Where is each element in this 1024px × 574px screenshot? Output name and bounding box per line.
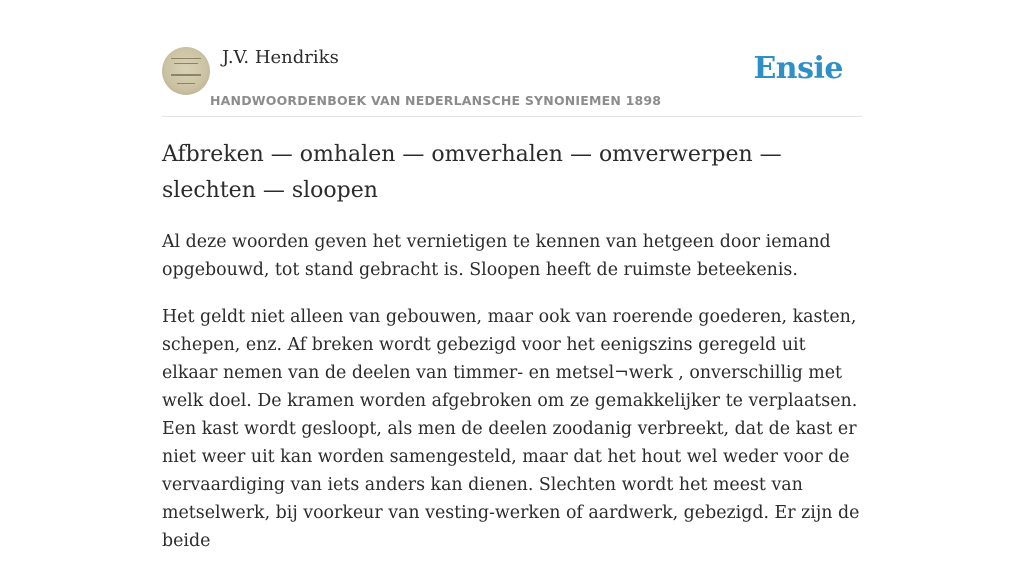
article-body: [162, 228, 864, 574]
paragraph: Al deze woorden geven het vernietigen te kennen van hetgeen door iemand opgebouwd, tot stand gebracht is. Sloopen heeft de ruimste beteekenis.: [162, 232, 831, 280]
author-avatar[interactable]: [162, 47, 210, 95]
author-name[interactable]: J.V. Hendriks: [222, 47, 339, 68]
brand-logo[interactable]: Ensie: [753, 51, 843, 86]
header: [162, 46, 862, 117]
article-title: Afbreken — omhalen — omverhalen — omverwerpen — slechten — sloopen: [162, 142, 782, 203]
paragraph: Het geldt niet alleen van gebouwen, maar ook van roerende goederen, kasten, schepen, enz. Af breken wordt gebezigd voor het eenigszins geregeld uit elkaar nemen van de deelen van timmer- en metsel¬werk , onverschillig met welk doel. De kramen worden afgebroken om ze gemakkelijker te verplaatsen. Een kast wordt gesloopt, als men de deelen zoodanig verbreekt, dat de kast er niet weer uit kan worden samengesteld, maar dat het hout wel weder voor de vervaardiging van iets anders kan dienen. Slechten wordt het meest van metselwerk, bij voorkeur van vesting-werken of aardwerk, gebezigd. Er zijn de beide: [162, 307, 860, 551]
source-title[interactable]: HANDWOORDENBOEK VAN NEDERLANSCHE SYNONIEMEN 1898: [210, 93, 662, 108]
